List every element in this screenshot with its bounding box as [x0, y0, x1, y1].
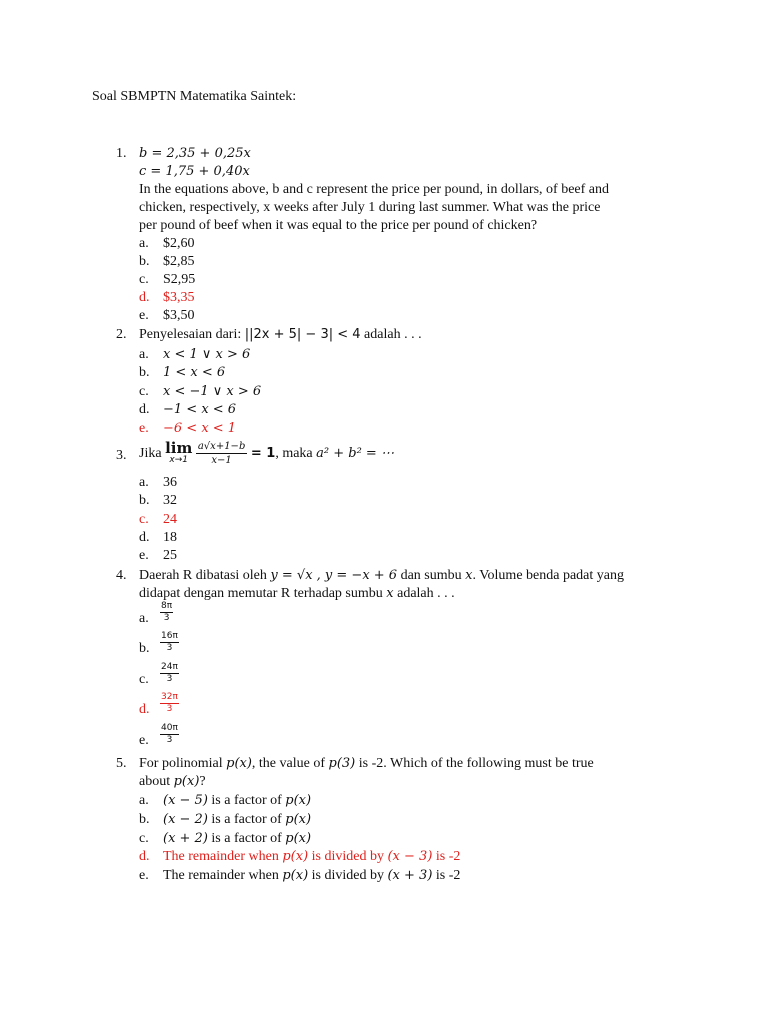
option-letter: a. [139, 347, 149, 362]
option-a: $2,60 [163, 236, 195, 251]
option-letter: b. [139, 812, 150, 827]
option-e [163, 867, 460, 885]
math-expression: ||2x + 5| − 3| < 4 [244, 327, 361, 342]
option-c [163, 830, 311, 848]
option-letter: e. [139, 868, 149, 883]
fraction-numerator: 24π [161, 662, 178, 672]
limit-operator [165, 438, 193, 466]
option-letter: c. [139, 831, 149, 846]
limit-word: lim [165, 438, 193, 457]
option-letter: b. [139, 365, 150, 380]
question-number: 5. [116, 756, 127, 771]
math-expression: p(x) [282, 849, 309, 864]
option-b [163, 811, 311, 829]
text-segment: adalah . . . [397, 586, 455, 601]
math-expression: y = √x , y = −x + 6 [270, 568, 398, 583]
text-segment: . Volume benda padat yang [472, 568, 624, 583]
text-segment: Daerah R dibatasi oleh [139, 568, 267, 583]
fraction [160, 723, 179, 746]
option-letter: d. [139, 402, 150, 417]
option-letter: a. [139, 236, 149, 251]
math-expression: p(x) [282, 868, 309, 883]
fraction-numerator: 8π [161, 601, 173, 611]
text-segment: is divided by [311, 868, 384, 883]
math-expression: p(x) [226, 756, 252, 771]
text-segment: is a factor of [211, 831, 282, 846]
option-letter: e. [139, 733, 149, 748]
fraction [160, 631, 179, 654]
option-letter: a. [139, 475, 149, 490]
text-segment: The remainder when [163, 868, 279, 883]
option-d-answer [163, 848, 460, 866]
option-c: x < −1 ∨ x > 6 [163, 384, 262, 399]
option-letter: a. [139, 611, 149, 626]
question-number: 3. [116, 448, 127, 463]
math-expression: p(x) [285, 831, 312, 846]
limit-subscript: x→1 [169, 454, 188, 465]
option-letter: d. [139, 849, 150, 864]
option-b: $2,85 [163, 254, 195, 269]
question-text [139, 326, 422, 344]
question-text [139, 567, 624, 585]
equation-b: b = 2,35 + 0,25x [139, 146, 251, 161]
option-d-answer: $3,35 [163, 290, 195, 305]
text-segment: For polinomial [139, 756, 223, 771]
text-segment: is -2. Which of the following must be true [358, 756, 594, 771]
option-e: $3,50 [163, 308, 195, 323]
fraction [160, 601, 173, 624]
option-letter: a. [139, 793, 149, 808]
text-segment: dan sumbu [400, 568, 462, 583]
fraction-denominator: 3 [163, 613, 170, 623]
fraction-numerator: 40π [161, 723, 178, 733]
option-b [160, 631, 179, 654]
option-letter: e. [139, 308, 149, 323]
option-letter: d. [139, 530, 150, 545]
option-a [160, 601, 173, 624]
text-segment: is -2 [435, 868, 461, 883]
option-letter: c. [139, 672, 149, 687]
text-segment: about [139, 774, 171, 789]
math-expression: p(x) [173, 774, 200, 789]
math-variable: x [386, 586, 394, 601]
option-letter: b. [139, 493, 150, 508]
question-prefix: Jika [139, 446, 162, 461]
question-text [139, 439, 394, 469]
question-number: 1. [116, 146, 127, 161]
math-expression: p(x) [285, 793, 312, 808]
option-d-answer [160, 692, 179, 715]
fraction-numerator: a√x+1−b [197, 441, 246, 453]
fraction [160, 692, 179, 715]
text-segment: ? [199, 774, 206, 789]
option-letter: b. [139, 254, 150, 269]
option-c-answer: 24 [163, 512, 177, 527]
option-c [160, 662, 179, 685]
text-segment: didapat dengan memutar R terhadap sumbu [139, 586, 383, 601]
option-a: 36 [163, 475, 177, 490]
question-suffix: adalah . . . [364, 327, 422, 342]
question-number: 4. [116, 568, 127, 583]
fraction-denominator: 3 [166, 674, 173, 684]
text-segment: is a factor of [211, 793, 282, 808]
fraction [160, 662, 179, 685]
question-suffix: , maka [275, 446, 313, 461]
math-expression: a² + b² = ⋯ [316, 446, 394, 461]
text-segment: is a factor of [211, 812, 282, 827]
option-e [160, 723, 179, 746]
math-expression: (x − 3) [387, 849, 433, 864]
equals-one: = 1 [250, 446, 276, 461]
option-e: 25 [163, 548, 177, 563]
option-a [163, 792, 311, 810]
option-letter: c. [139, 384, 149, 399]
option-letter: d. [139, 290, 150, 305]
page-title: Soal SBMPTN Matematika Saintek: [92, 89, 297, 104]
fraction-denominator: 3 [166, 704, 173, 714]
question-text: In the equations above, b and c represent the price per pound, in dollars, of beef and [139, 182, 609, 197]
math-expression: (x + 2) [163, 831, 208, 846]
limit-fraction [196, 440, 248, 467]
question-text [139, 773, 206, 791]
math-expression: (x + 3) [387, 868, 433, 883]
option-c: S2,95 [163, 272, 196, 287]
math-expression: (x − 5) [163, 793, 208, 808]
option-letter: e. [139, 421, 149, 436]
question-number: 2. [116, 327, 127, 342]
text-segment: is divided by [311, 849, 384, 864]
fraction-denominator: x−1 [211, 455, 232, 467]
math-expression: p(3) [328, 756, 356, 771]
fraction-denominator: 3 [166, 735, 173, 745]
option-letter: b. [139, 641, 150, 656]
option-d: −1 < x < 6 [163, 402, 237, 417]
question-text: chicken, respectively, x weeks after July 1 during last summer. What was the price [139, 200, 601, 215]
math-variable: x [465, 568, 473, 583]
option-letter: e. [139, 548, 149, 563]
text-segment: The remainder when [163, 849, 279, 864]
text-segment: is -2 [435, 849, 461, 864]
equation-c: c = 1,75 + 0,40x [139, 164, 250, 179]
question-text [139, 585, 455, 603]
fraction-denominator: 3 [166, 643, 173, 653]
option-b: 32 [163, 493, 177, 508]
option-letter: c. [139, 272, 149, 287]
text-segment: , the value of [251, 756, 326, 771]
option-b: 1 < x < 6 [163, 365, 226, 380]
fraction-numerator: 16π [161, 631, 178, 641]
question-text [139, 755, 594, 773]
option-letter: c. [139, 512, 149, 527]
question-text: per pound of beef when it was equal to the price per pound of chicken? [139, 218, 538, 233]
fraction-numerator: 32π [161, 692, 178, 702]
math-expression: p(x) [285, 812, 312, 827]
option-d: 18 [163, 530, 177, 545]
question-prefix: Penyelesaian dari: [139, 327, 242, 342]
option-letter: d. [139, 702, 150, 717]
option-a: x < 1 ∨ x > 6 [163, 347, 251, 362]
math-expression: (x − 2) [163, 812, 208, 827]
option-e-answer: −6 < x < 1 [163, 421, 237, 436]
